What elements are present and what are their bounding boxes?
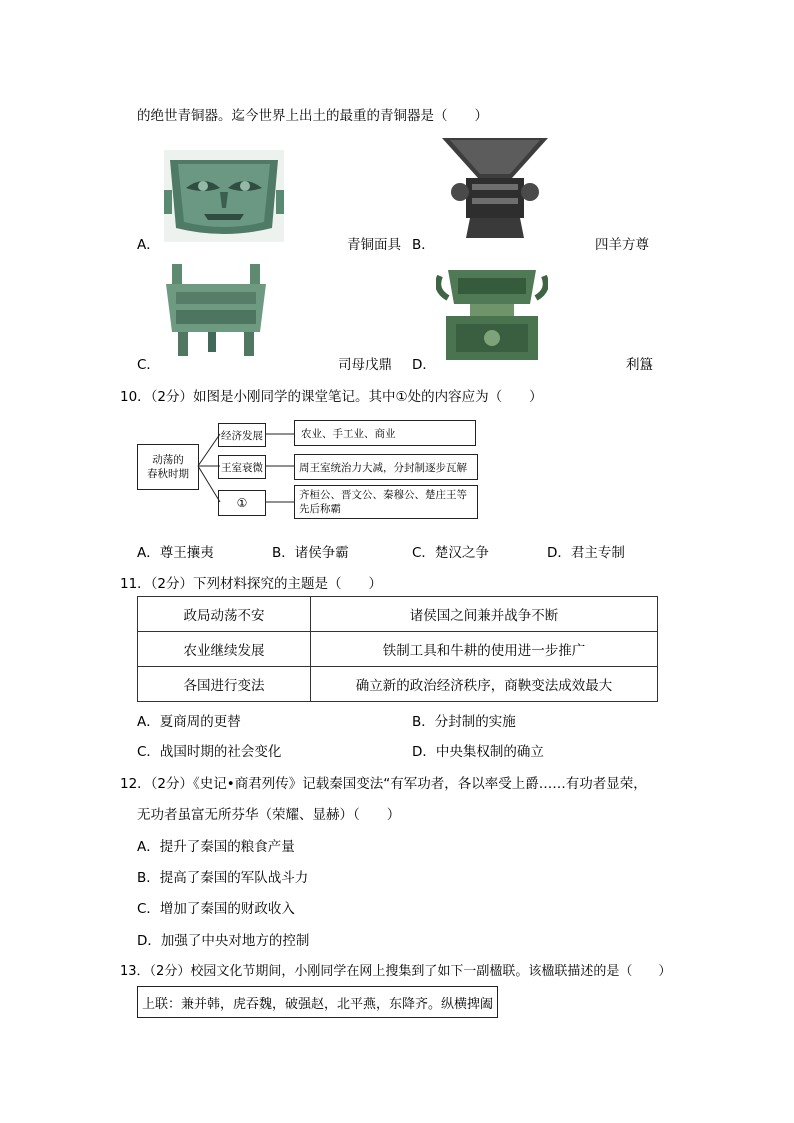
q12-option-a[interactable]: A．提升了秦国的粮食产量 [137,839,295,855]
q9-option-b-letter[interactable]: B． [412,237,435,253]
four-goat-zun-image [440,134,550,242]
mindmap-branch-economy-label: 经济发展 [221,429,263,442]
mindmap-leaf-hegemony [294,485,478,519]
mindmap-leaf-royal-text: 周王室统治力大减，分封制逐步瓦解 [299,461,467,474]
simuwu-ding-image [162,262,270,358]
q12-stem-line1: 12．（2分）《史记•商君列传》记载秦国变法“有军功者，各以率受上爵……有功者显荣， [120,776,647,792]
q11-option-c[interactable]: C．战国时期的社会变化 [137,744,282,760]
q9-option-a-letter[interactable]: A． [137,237,160,253]
q10-stem: 10．（2分）如图是小刚同学的课堂笔记。其中①处的内容应为（ ） [120,389,543,405]
q9-option-d-letter[interactable]: D． [412,357,436,373]
q9-option-c-letter[interactable]: C． [137,357,160,373]
q9-option-c-label: 司母戊鼎 [338,357,392,373]
q11-option-b[interactable]: B．分封制的实施 [412,714,516,730]
mindmap-branch-blank [218,490,266,516]
mindmap-branch-economy [218,423,266,447]
q9-option-b-label: 四羊方尊 [595,237,649,253]
q11-material-table [137,596,658,702]
mindmap-branch-blank-label: ① [236,496,248,510]
mindmap-leaf-hegemony-line2: 先后称霸 [299,503,341,515]
table-cell: 诸侯国之间兼并战争不断 [311,597,658,632]
q13-couplet [137,986,498,1018]
q13-couplet-text: 上联：兼并韩，虎吞魏，破强赵，北平燕，东降齐。纵横捭阖 [142,996,494,1012]
q10-option-d[interactable]: D．君主专制 [547,545,625,561]
q9-option-a-label: 青铜面具 [347,237,401,253]
q12-stem-line2: 无功者虽富无所芬华（荣耀、显赫）（ ） [137,807,401,823]
mindmap-root-line2: 春秋时期 [147,468,189,480]
mindmap-root [137,444,199,490]
q13-stem: 13．（2分）校园文化节期间，小刚同学在网上搜集到了如下一副楹联。该楹联描述的是（ ） [120,964,672,979]
q12-option-c[interactable]: C．增加了秦国的财政收入 [137,901,295,917]
bronze-mask-image [164,150,284,242]
mindmap-leaf-economy [294,420,476,446]
table-cell: 确立新的政治经济秩序，商鞅变法成效最大 [311,667,658,702]
mindmap-branch-royal-label: 王室衰微 [221,461,263,474]
mindmap-branch-royal [218,455,266,479]
q10-option-c[interactable]: C．楚汉之争 [412,545,489,561]
table-cell: 铁制工具和牛耕的使用进一步推广 [311,632,658,667]
q10-option-b[interactable]: B．诸侯争霸 [272,545,349,561]
table-row [138,667,658,702]
q12-option-d[interactable]: D．加强了中央对地方的控制 [137,933,310,949]
table-row [138,597,658,632]
q11-stem: 11．（2分）下列材料探究的主题是（ ） [120,576,383,592]
q11-option-a[interactable]: A．夏商周的更替 [137,714,241,730]
q9-stem-tail: 的绝世青铜器。迄今世界上出土的最重的青铜器是（ ） [137,108,488,124]
q12-option-b[interactable]: B．提高了秦国的军队战斗力 [137,870,309,886]
mindmap-leaf-royal [294,454,478,480]
mindmap-root-line1: 动荡的 [152,454,184,466]
mindmap-leaf-economy-text: 农业、手工业、商业 [301,427,396,440]
table-cell: 政局动荡不安 [138,597,311,632]
q9-option-d-label: 利簋 [626,357,653,373]
li-gui-image [436,264,548,362]
q10-option-a[interactable]: A．尊王攘夷 [137,545,214,561]
table-cell: 农业继续发展 [138,632,311,667]
mindmap-leaf-hegemony-line1: 齐桓公、晋文公、秦穆公、楚庄王等 [299,489,467,501]
table-cell: 各国进行变法 [138,667,311,702]
q11-option-d[interactable]: D．中央集权制的确立 [412,744,544,760]
table-row [138,632,658,667]
